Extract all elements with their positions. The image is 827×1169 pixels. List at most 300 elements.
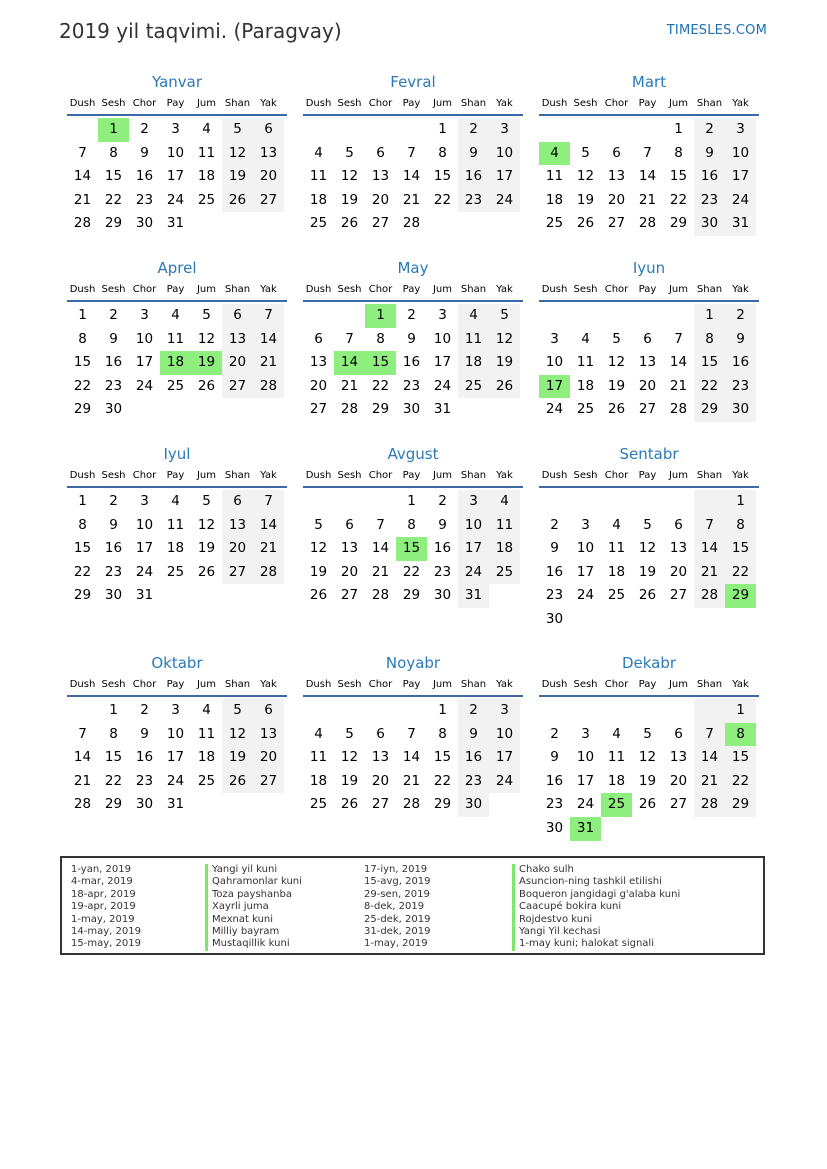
empty-cell <box>334 118 365 142</box>
day-cell: 28 <box>73 796 92 813</box>
weekday-label: Dush <box>305 98 332 109</box>
day-cell: 4 <box>171 493 180 509</box>
day-cell: 14 <box>371 540 390 557</box>
holiday-date: 14-may, 2019 <box>71 925 141 937</box>
day-cell: 25 <box>309 215 328 232</box>
weekday-label: Sesh <box>101 284 126 295</box>
empty-cell <box>160 584 191 608</box>
day-cell: 1 <box>407 493 416 509</box>
day-cell: 7 <box>407 144 416 161</box>
day-cell: 9 <box>458 142 489 166</box>
holiday-date: 1-may, 2019 <box>364 938 428 950</box>
weekday-label: Pay <box>402 284 421 295</box>
day-cell: 15 <box>73 540 92 557</box>
day-cell: 15 <box>694 351 725 375</box>
day-cell: 4 <box>202 702 211 718</box>
day-cell: 30 <box>104 401 123 418</box>
empty-cell <box>427 212 458 236</box>
day-cell: 3 <box>581 516 590 533</box>
day-cell: 9 <box>550 540 559 557</box>
day-cell: 2 <box>458 118 489 142</box>
day-cell: 2 <box>458 699 489 723</box>
day-cell: 8 <box>438 144 447 161</box>
day-grid <box>539 118 759 236</box>
day-cell: 7 <box>643 144 652 161</box>
day-cell: 25 <box>489 561 520 585</box>
day-cell: 5 <box>643 725 652 742</box>
empty-cell <box>396 699 427 723</box>
empty-cell <box>663 490 694 514</box>
empty-cell <box>570 490 601 514</box>
day-cell: 22 <box>669 191 688 208</box>
day-cell: 20 <box>222 537 253 561</box>
empty-cell <box>489 793 520 817</box>
day-cell: 21 <box>253 351 284 375</box>
weekday-label: Jum <box>196 470 217 481</box>
empty-cell <box>365 699 396 723</box>
day-cell: 21 <box>73 772 92 789</box>
day-cell: 10 <box>166 725 185 742</box>
empty-cell <box>129 398 160 422</box>
weekday-label: Chor <box>604 98 629 109</box>
day-grid <box>303 490 523 608</box>
day-cell: 26 <box>309 587 328 604</box>
day-cell: 1 <box>109 702 118 718</box>
legend-right-names <box>512 864 680 951</box>
day-cell: 11 <box>197 144 216 161</box>
weekday-label: Sesh <box>573 679 598 690</box>
day-cell: 20 <box>371 772 390 789</box>
legend-left-dates <box>71 864 141 951</box>
day-cell: 3 <box>581 725 590 742</box>
weekday-header <box>539 675 759 697</box>
empty-cell <box>334 304 365 328</box>
day-cell: 30 <box>135 796 154 813</box>
day-cell: 20 <box>669 563 688 580</box>
month-name: Dekabr <box>621 654 677 672</box>
day-cell: 24 <box>545 401 564 418</box>
day-cell: 29 <box>725 584 756 608</box>
weekday-label: Sesh <box>337 470 362 481</box>
weekday-label: Jum <box>196 679 217 690</box>
day-cell: 30 <box>104 587 123 604</box>
day-cell: 17 <box>433 354 452 371</box>
day-cell: 19 <box>222 746 253 770</box>
day-cell: 4 <box>539 142 570 166</box>
day-cell: 10 <box>433 330 452 347</box>
day-cell: 11 <box>576 354 595 371</box>
day-cell: 19 <box>340 191 359 208</box>
day-cell: 14 <box>253 328 284 352</box>
empty-cell <box>489 398 520 422</box>
empty-cell <box>191 584 222 608</box>
weekday-label: Yak <box>260 679 277 690</box>
day-cell: 29 <box>73 587 92 604</box>
day-cell: 10 <box>576 540 595 557</box>
day-cell: 6 <box>253 118 284 142</box>
empty-cell <box>570 118 601 142</box>
weekday-label: Jum <box>668 470 689 481</box>
weekday-label: Sesh <box>337 679 362 690</box>
day-cell: 11 <box>197 725 216 742</box>
empty-cell <box>663 699 694 723</box>
day-cell: 19 <box>222 165 253 189</box>
empty-cell <box>253 398 284 422</box>
day-cell: 14 <box>669 354 688 371</box>
day-cell: 29 <box>402 587 421 604</box>
day-cell: 7 <box>78 144 87 161</box>
empty-cell <box>570 304 601 328</box>
empty-cell <box>222 584 253 608</box>
empty-cell <box>67 699 98 723</box>
empty-cell <box>570 608 601 632</box>
day-cell: 24 <box>489 770 520 794</box>
month-name: Oktabr <box>151 654 203 672</box>
empty-cell <box>334 699 365 723</box>
weekday-label: Shan <box>696 470 723 481</box>
day-grid <box>539 490 759 632</box>
weekday-label: Pay <box>402 470 421 481</box>
day-cell: 13 <box>371 749 390 766</box>
weekday-label: Jum <box>432 98 453 109</box>
day-cell: 20 <box>340 563 359 580</box>
day-cell: 1 <box>674 121 683 137</box>
empty-cell <box>67 118 98 142</box>
day-cell: 28 <box>73 215 92 232</box>
day-cell: 28 <box>340 401 359 418</box>
day-cell: 3 <box>550 330 559 347</box>
day-cell: 23 <box>135 191 154 208</box>
day-cell: 10 <box>545 354 564 371</box>
day-cell: 5 <box>222 118 253 142</box>
weekday-label: Jum <box>668 679 689 690</box>
day-cell: 22 <box>402 563 421 580</box>
page-title: 2019 yil taqvimi. (Paragvay) <box>59 19 342 43</box>
day-cell: 3 <box>171 121 180 137</box>
day-cell: 27 <box>607 215 626 232</box>
day-cell: 2 <box>725 304 756 328</box>
day-cell: 22 <box>73 377 92 394</box>
day-cell: 18 <box>197 168 216 185</box>
empty-cell <box>632 608 663 632</box>
weekday-label: Jum <box>432 284 453 295</box>
weekday-label: Dush <box>541 679 568 690</box>
empty-cell <box>191 398 222 422</box>
day-cell: 1 <box>438 121 447 137</box>
day-cell: 26 <box>638 587 657 604</box>
day-cell: 3 <box>438 307 447 323</box>
day-cell: 18 <box>160 351 191 375</box>
day-cell: 11 <box>166 330 185 347</box>
day-cell: 18 <box>166 540 185 557</box>
holiday-name: Chako sulh <box>512 864 680 876</box>
weekday-label: Dush <box>69 470 96 481</box>
day-cell: 13 <box>253 142 284 166</box>
day-cell: 10 <box>576 749 595 766</box>
empty-cell <box>222 793 253 817</box>
day-cell: 24 <box>166 191 185 208</box>
day-cell: 17 <box>489 165 520 189</box>
day-cell: 26 <box>222 189 253 213</box>
day-cell: 2 <box>140 702 149 718</box>
empty-cell <box>570 699 601 723</box>
day-cell: 14 <box>334 351 365 375</box>
weekday-label: Chor <box>368 470 393 481</box>
day-cell: 24 <box>725 189 756 213</box>
day-cell: 30 <box>545 610 564 627</box>
day-cell: 8 <box>438 725 447 742</box>
month-name: Iyul <box>163 445 191 463</box>
day-cell: 17 <box>489 746 520 770</box>
day-cell: 19 <box>489 351 520 375</box>
empty-cell <box>160 398 191 422</box>
day-cell: 23 <box>458 770 489 794</box>
day-cell: 1 <box>78 307 87 323</box>
day-cell: 18 <box>489 537 520 561</box>
empty-cell <box>458 398 489 422</box>
day-cell: 27 <box>371 796 390 813</box>
day-cell: 8 <box>694 328 725 352</box>
day-cell: 1 <box>78 493 87 509</box>
day-cell: 19 <box>340 772 359 789</box>
day-cell: 25 <box>458 375 489 399</box>
day-cell: 1 <box>725 699 756 723</box>
empty-cell <box>694 699 725 723</box>
holiday-date: 4-mar, 2019 <box>71 876 133 888</box>
day-cell: 21 <box>638 191 657 208</box>
day-cell: 5 <box>202 307 211 323</box>
day-cell: 31 <box>166 796 185 813</box>
day-cell: 28 <box>253 375 284 399</box>
day-cell: 11 <box>545 168 564 185</box>
day-cell: 5 <box>581 144 590 161</box>
weekday-label: Shan <box>696 98 723 109</box>
day-cell: 25 <box>576 401 595 418</box>
day-grid <box>67 118 287 236</box>
holiday-date: 19-apr, 2019 <box>71 901 136 913</box>
empty-cell <box>539 699 570 723</box>
day-cell: 22 <box>73 563 92 580</box>
day-cell: 2 <box>140 121 149 137</box>
empty-cell <box>253 584 284 608</box>
weekday-label: Jum <box>668 284 689 295</box>
day-cell: 26 <box>576 215 595 232</box>
day-cell: 11 <box>458 328 489 352</box>
day-cell: 10 <box>489 723 520 747</box>
day-cell: 31 <box>458 584 489 608</box>
weekday-label: Yak <box>732 679 749 690</box>
day-cell: 3 <box>489 699 520 723</box>
holiday-name: Mexnat kuni <box>205 914 302 926</box>
weekday-label: Chor <box>604 679 629 690</box>
holiday-date: 1-yan, 2019 <box>71 864 131 875</box>
day-cell: 10 <box>135 330 154 347</box>
day-cell: 7 <box>345 330 354 347</box>
day-cell: 17 <box>576 563 595 580</box>
day-cell: 12 <box>340 749 359 766</box>
day-cell: 13 <box>669 749 688 766</box>
day-cell: 2 <box>407 307 416 323</box>
empty-cell <box>632 490 663 514</box>
brand-link[interactable]: TIMESLES.COM <box>666 23 767 38</box>
day-cell: 21 <box>402 191 421 208</box>
day-cell: 13 <box>222 328 253 352</box>
day-cell: 28 <box>669 401 688 418</box>
day-cell: 16 <box>545 772 564 789</box>
day-cell: 11 <box>489 514 520 538</box>
empty-cell <box>632 304 663 328</box>
day-cell: 21 <box>253 537 284 561</box>
empty-cell <box>191 793 222 817</box>
day-cell: 23 <box>545 796 564 813</box>
day-cell: 26 <box>340 215 359 232</box>
day-cell: 29 <box>725 793 756 817</box>
day-cell: 7 <box>407 725 416 742</box>
empty-cell <box>303 490 334 514</box>
weekday-label: Yak <box>260 284 277 295</box>
holiday-name: Rojdestvo kuni <box>512 914 680 926</box>
month-avgust <box>303 444 523 608</box>
weekday-label: Jum <box>432 470 453 481</box>
day-cell: 9 <box>458 723 489 747</box>
day-cell: 25 <box>601 793 632 817</box>
day-cell: 21 <box>694 770 725 794</box>
holiday-name: Toza payshanba <box>205 889 302 901</box>
day-cell: 30 <box>694 212 725 236</box>
day-cell: 5 <box>643 516 652 533</box>
day-cell: 16 <box>545 563 564 580</box>
day-cell: 23 <box>458 189 489 213</box>
day-grid <box>539 699 759 841</box>
day-cell: 13 <box>253 723 284 747</box>
day-cell: 15 <box>669 168 688 185</box>
day-cell: 16 <box>694 165 725 189</box>
day-cell: 5 <box>222 699 253 723</box>
holiday-name: Yangi Yil kechasi <box>512 926 680 938</box>
day-cell: 10 <box>458 514 489 538</box>
weekday-label: Shan <box>696 679 723 690</box>
weekday-label: Chor <box>132 470 157 481</box>
day-cell: 17 <box>576 772 595 789</box>
day-cell: 24 <box>576 796 595 813</box>
day-cell: 8 <box>725 723 756 747</box>
day-cell: 11 <box>309 168 328 185</box>
day-cell: 28 <box>253 561 284 585</box>
day-cell: 7 <box>694 514 725 538</box>
day-cell: 1 <box>694 304 725 328</box>
weekday-header <box>539 466 759 488</box>
day-cell: 9 <box>407 330 416 347</box>
weekday-label: Yak <box>496 470 513 481</box>
weekday-header <box>303 280 523 302</box>
day-cell: 20 <box>253 165 284 189</box>
day-cell: 29 <box>104 796 123 813</box>
weekday-label: Dush <box>305 470 332 481</box>
weekday-label: Dush <box>69 98 96 109</box>
holiday-name: Xayrli juma <box>205 901 302 913</box>
weekday-label: Yak <box>496 284 513 295</box>
empty-cell <box>601 490 632 514</box>
day-cell: 13 <box>607 168 626 185</box>
day-cell: 25 <box>607 587 626 604</box>
weekday-label: Chor <box>604 470 629 481</box>
holiday-date: 1-may, 2019 <box>71 913 135 925</box>
day-cell: 25 <box>197 191 216 208</box>
day-cell: 26 <box>222 770 253 794</box>
day-cell: 3 <box>140 493 149 509</box>
holiday-name: Mustaqillik kuni <box>205 938 302 950</box>
weekday-header <box>67 466 287 488</box>
day-cell: 23 <box>694 189 725 213</box>
day-cell: 18 <box>607 563 626 580</box>
empty-cell <box>601 608 632 632</box>
day-cell: 23 <box>545 587 564 604</box>
weekday-label: Sesh <box>101 470 126 481</box>
day-cell: 14 <box>638 168 657 185</box>
day-cell: 12 <box>489 328 520 352</box>
month-fevral <box>303 72 523 236</box>
day-grid <box>67 490 287 608</box>
day-cell: 6 <box>612 144 621 161</box>
day-cell: 5 <box>314 516 323 533</box>
weekday-header <box>303 466 523 488</box>
day-cell: 2 <box>550 516 559 533</box>
day-cell: 30 <box>135 215 154 232</box>
day-cell: 29 <box>371 401 390 418</box>
day-cell: 3 <box>725 118 756 142</box>
day-cell: 27 <box>222 561 253 585</box>
empty-cell <box>396 118 427 142</box>
empty-cell <box>303 304 334 328</box>
day-cell: 17 <box>539 375 570 399</box>
day-cell: 4 <box>171 307 180 323</box>
day-cell: 18 <box>458 351 489 375</box>
day-cell: 22 <box>433 191 452 208</box>
day-cell: 9 <box>140 144 149 161</box>
weekday-header <box>67 280 287 302</box>
day-cell: 28 <box>371 587 390 604</box>
day-cell: 27 <box>309 401 328 418</box>
day-cell: 26 <box>340 796 359 813</box>
weekday-label: Sesh <box>101 98 126 109</box>
weekday-label: Sesh <box>337 284 362 295</box>
day-cell: 24 <box>489 189 520 213</box>
empty-cell <box>694 490 725 514</box>
holiday-name: Caacupé bokira kuni <box>512 901 680 913</box>
empty-cell <box>601 699 632 723</box>
day-cell: 15 <box>433 749 452 766</box>
empty-cell <box>365 490 396 514</box>
day-cell: 31 <box>135 587 154 604</box>
day-cell: 18 <box>197 749 216 766</box>
weekday-label: Shan <box>224 284 251 295</box>
day-cell: 2 <box>438 493 447 509</box>
day-cell: 4 <box>202 121 211 137</box>
day-cell: 11 <box>607 540 626 557</box>
day-cell: 6 <box>222 490 253 514</box>
day-cell: 19 <box>638 563 657 580</box>
weekday-label: Shan <box>224 470 251 481</box>
weekday-label: Chor <box>368 284 393 295</box>
weekday-label: Pay <box>402 679 421 690</box>
empty-cell <box>222 212 253 236</box>
day-cell: 19 <box>309 563 328 580</box>
day-cell: 18 <box>309 772 328 789</box>
empty-cell <box>303 118 334 142</box>
day-cell: 11 <box>309 749 328 766</box>
empty-cell <box>222 398 253 422</box>
day-cell: 29 <box>433 796 452 813</box>
